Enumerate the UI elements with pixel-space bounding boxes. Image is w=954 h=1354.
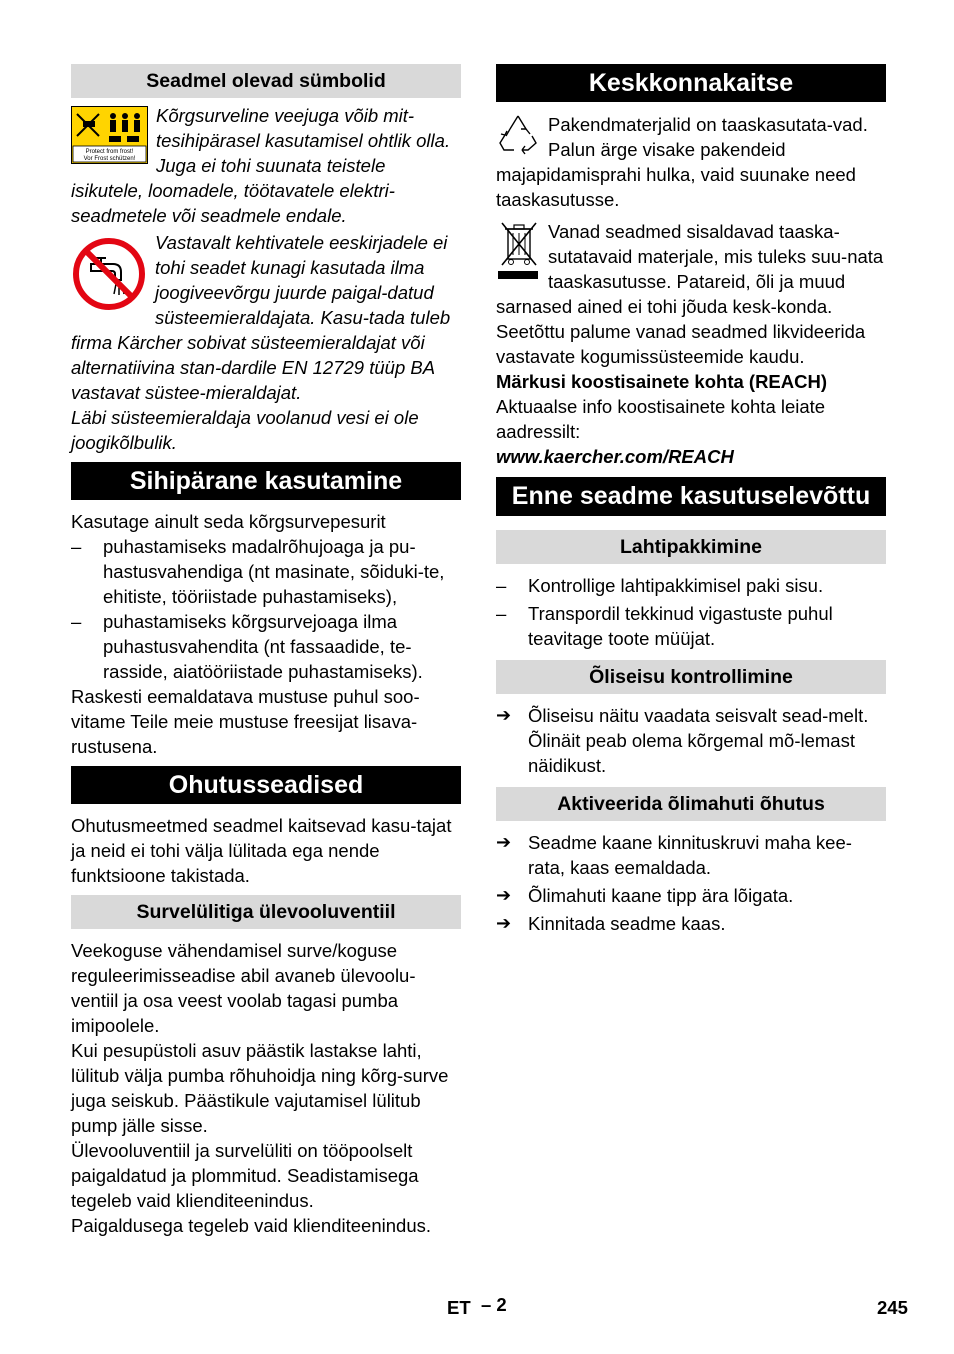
reach-heading: Märkusi koostisainete kohta (REACH) — [496, 371, 828, 392]
frost-label-line2: Vor Frost schützen! — [83, 156, 136, 162]
valve-paragraph: Veekoguse vähendamisel surve/koguse reguleerimisseadise abil avaneb ülevoolu-ventiil ja osa veest voolab tagasi pumba imipoolele. — [71, 940, 416, 1036]
list-item-text: Kontrollige lahtipakkimisel paki sisu. — [528, 575, 824, 596]
dash-marker: – — [71, 536, 82, 557]
right-column — [496, 64, 886, 936]
high-pressure-warning-icon — [71, 106, 148, 164]
list-item — [496, 703, 886, 778]
symbol2-text: Vastavalt kehtivatele eeskirjadele ei tohi seadet kunagi kasutada ilma joogiveevõrgu juurde paigal-datud süsteemieraldajata. Kasu-tada tuleb firma Kärcher sobivat süsteemieraldajat või alternatiivina stan-dardile EN 12729 tüüp BA vastavat süstee-mieraldajat. — [71, 232, 451, 403]
environment-heading: Keskkonnakaitse — [496, 64, 886, 102]
page-number: 245 — [877, 1297, 908, 1318]
list-item-text: puhastamiseks madalrõhujoaga ja pu-hastusvahendiga (nt masinate, sõiduki-te, ehitiste, tööriistade puhastamiseks), — [103, 536, 445, 607]
list-item — [496, 911, 886, 936]
frost-label-line1: Protect from frost! — [85, 149, 134, 155]
symbol2-block — [71, 230, 461, 455]
oil-vent-heading: Aktiveerida õlimahuti õhutus — [496, 787, 886, 821]
arrow-icon: ➔ — [496, 832, 512, 852]
no-drinking-water-connection-icon — [71, 236, 147, 312]
list-item-text: Õliseisu näitu vaadata seisvalt sead-melt. Õlinäit peab olema kõrgemal mõ-lemast näidikust. — [528, 705, 869, 776]
unpack-heading: Lahtipakkimine — [496, 530, 886, 564]
intended-use-intro: Kasutage ainult seda kõrgsurvepesurit — [71, 511, 386, 532]
list-item-text: Kinnitada seadme kaas. — [528, 913, 726, 934]
arrow-icon: ➔ — [496, 913, 512, 933]
safety-text: Ohutusmeetmed seadmel kaitsevad kasu-tajat ja neid ei tohi välja lülitada ega nende funktsioone takistada. — [71, 815, 452, 886]
intended-use-heading: Sihipärane kasutamine — [71, 462, 461, 500]
valve-paragraphs — [71, 938, 461, 1238]
reach-link[interactable]: www.kaercher.com/REACH — [496, 446, 734, 467]
footer-language: ET — [447, 1297, 471, 1318]
arrow-icon: ➔ — [496, 705, 512, 725]
left-column — [71, 64, 461, 1238]
list-item — [496, 601, 886, 651]
list-item — [496, 883, 886, 908]
intended-use-note: Raskesti eemaldatava mustuse puhul soo-vitame Teile meie mustuse freesijat lisava-rustusena. — [71, 686, 420, 757]
dash-marker: – — [496, 603, 507, 624]
list-item-text: Õlimahuti kaane tipp ära lõigata. — [528, 885, 794, 906]
list-item-text: Transpordil tekkinud vigastuste puhul teavitage toote müüjat. — [528, 603, 833, 649]
before-use-heading: Enne seadme kasutuselevõttu — [496, 477, 886, 516]
reach-text: Aktuaalse info koostisainete kohta leiate aadressilt: — [496, 396, 826, 442]
oil-check-heading: Õliseisu kontrollimine — [496, 660, 886, 694]
list-item-text: puhastamiseks kõrgsurvejoaga ilma puhastusvahendita (nt fassaadide, te-rasside, aiatööriistade puhastamiseks). — [103, 611, 423, 682]
valve-paragraph: Paigaldusega tegeleb vaid klienditeenindus. — [71, 1215, 431, 1236]
list-item — [71, 609, 461, 684]
symbols-heading: Seadmel olevad sümbolid — [71, 64, 461, 98]
list-item — [496, 573, 886, 598]
packaging-block — [496, 112, 886, 212]
footer-sub-page: – 2 — [481, 1294, 507, 1315]
valve-paragraph: Kui pesupüstoli asuv päästik lastakse lahti, lülitub välja pumba rõhuhoidja ning kõrg-surve juga seiskub. Päästikule vajutamisel lülitub pump jälle sisse. — [71, 1040, 449, 1136]
symbol2-note: Läbi süsteemieraldaja voolanud vesi ei ole joogikõlbulik. — [71, 407, 419, 453]
arrow-icon: ➔ — [496, 885, 512, 905]
dash-marker: – — [496, 575, 507, 596]
valve-paragraph: Ülevooluventiil ja survelüliti on tööpoolselt paigaldatud ja plommitud. Seadistamisega tegeleb vaid klienditeenindus. — [71, 1140, 419, 1211]
dash-marker: – — [71, 611, 82, 632]
symbol1-block — [71, 103, 461, 228]
devices-block — [496, 219, 886, 369]
list-item — [71, 534, 461, 609]
valve-heading: Survelülitiga ülevooluventiil — [71, 895, 461, 929]
recycling-icon — [496, 112, 540, 156]
symbol1-text: Kõrgsurveline veejuga võib mit-tesihipärasel kasutamisel ohtlik olla. Juga ei tohi suunata teistele isikutele, loomadele, töötavatele elektri-seadmetele või seadmele endale. — [71, 105, 451, 226]
list-item — [496, 830, 886, 880]
list-item-text: Seadme kaane kinnituskruvi maha kee-rata, kaas eemaldada. — [528, 832, 852, 878]
devices-text: Vanad seadmed sisaldavad taaska-sutatavaid materjale, mis tuleks suu-nata taaskasutusse. Patareid, õli ja muud sarnased ained ei tohi jõuda kesk-konda. Seetõttu palume vanad seadmed likvideerida vastavate kogumissüsteemide kaudu. — [496, 221, 884, 367]
crossed-bin-icon — [496, 219, 540, 281]
safety-heading: Ohutusseadised — [71, 766, 461, 804]
packaging-text: Pakendmaterjalid on taaskasutata-vad. Palun ärge visake pakendeid majapidamisprahi hulka, vaid suunake need taaskasutusse. — [496, 114, 868, 210]
